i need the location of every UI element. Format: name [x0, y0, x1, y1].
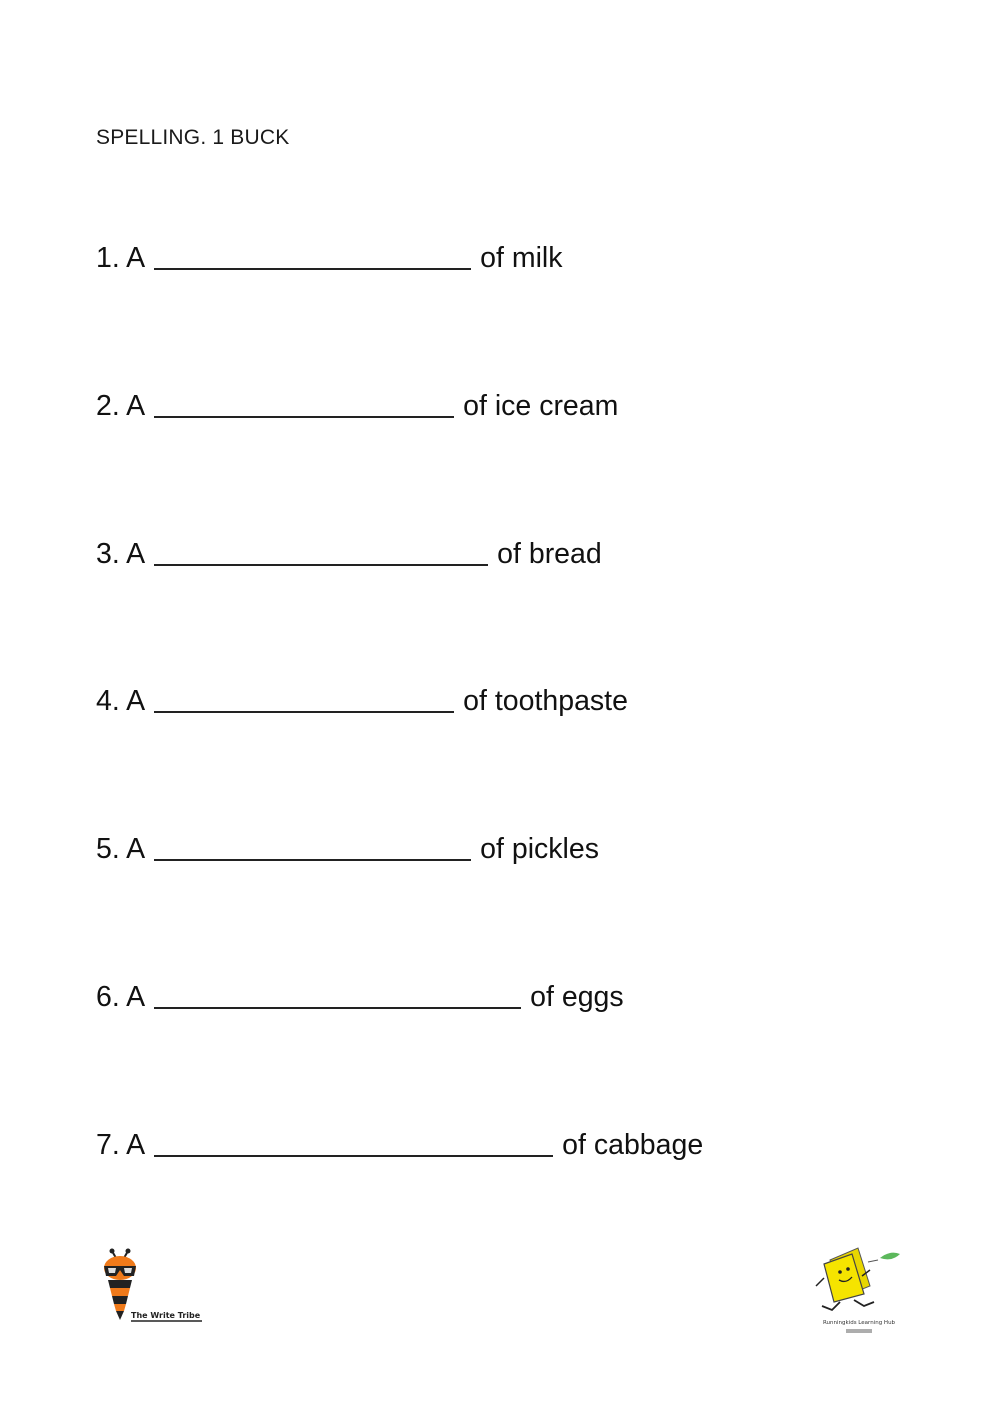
question-phrase: of toothpaste — [463, 685, 628, 717]
answer-blank[interactable] — [154, 415, 454, 418]
answer-blank[interactable] — [154, 710, 454, 713]
question-number: 5. — [96, 833, 120, 865]
question-number: 1. — [96, 242, 120, 274]
question-1 — [96, 244, 563, 273]
bee-logo-text: The Write Tribe — [131, 1311, 201, 1320]
question-4 — [96, 687, 628, 716]
question-5 — [96, 835, 599, 864]
question-phrase: of milk — [480, 242, 563, 274]
question-3 — [96, 540, 602, 569]
answer-blank[interactable] — [154, 267, 471, 270]
worksheet-title: SPELLING. 1 BUCK — [96, 126, 290, 149]
running-book-logo — [810, 1242, 908, 1342]
question-number: 2. — [96, 390, 120, 422]
answer-blank[interactable] — [154, 1006, 521, 1009]
answer-blank[interactable] — [154, 1154, 553, 1157]
bee-logo — [98, 1248, 208, 1328]
question-article: A — [126, 981, 146, 1013]
running-book-icon — [810, 1242, 908, 1342]
question-article: A — [126, 1129, 146, 1161]
question-phrase: of cabbage — [562, 1129, 704, 1161]
question-article: A — [126, 242, 146, 274]
bee-icon — [98, 1248, 208, 1328]
answer-blank[interactable] — [154, 563, 488, 566]
question-number: 7. — [96, 1129, 120, 1161]
running-book-logo-text: Runningkids Learning Hub — [822, 1320, 896, 1326]
question-number: 3. — [96, 538, 120, 570]
question-article: A — [126, 390, 146, 422]
question-7 — [96, 1131, 703, 1160]
question-phrase: of ice cream — [463, 390, 619, 422]
question-number: 6. — [96, 981, 120, 1013]
question-number: 4. — [96, 685, 120, 717]
question-6 — [96, 983, 624, 1012]
question-phrase: of bread — [497, 538, 602, 570]
question-article: A — [126, 538, 146, 570]
question-phrase: of pickles — [480, 833, 599, 865]
answer-blank[interactable] — [154, 858, 471, 861]
question-article: A — [126, 685, 146, 717]
question-2 — [96, 392, 618, 421]
question-phrase: of eggs — [530, 981, 624, 1013]
question-article: A — [126, 833, 146, 865]
